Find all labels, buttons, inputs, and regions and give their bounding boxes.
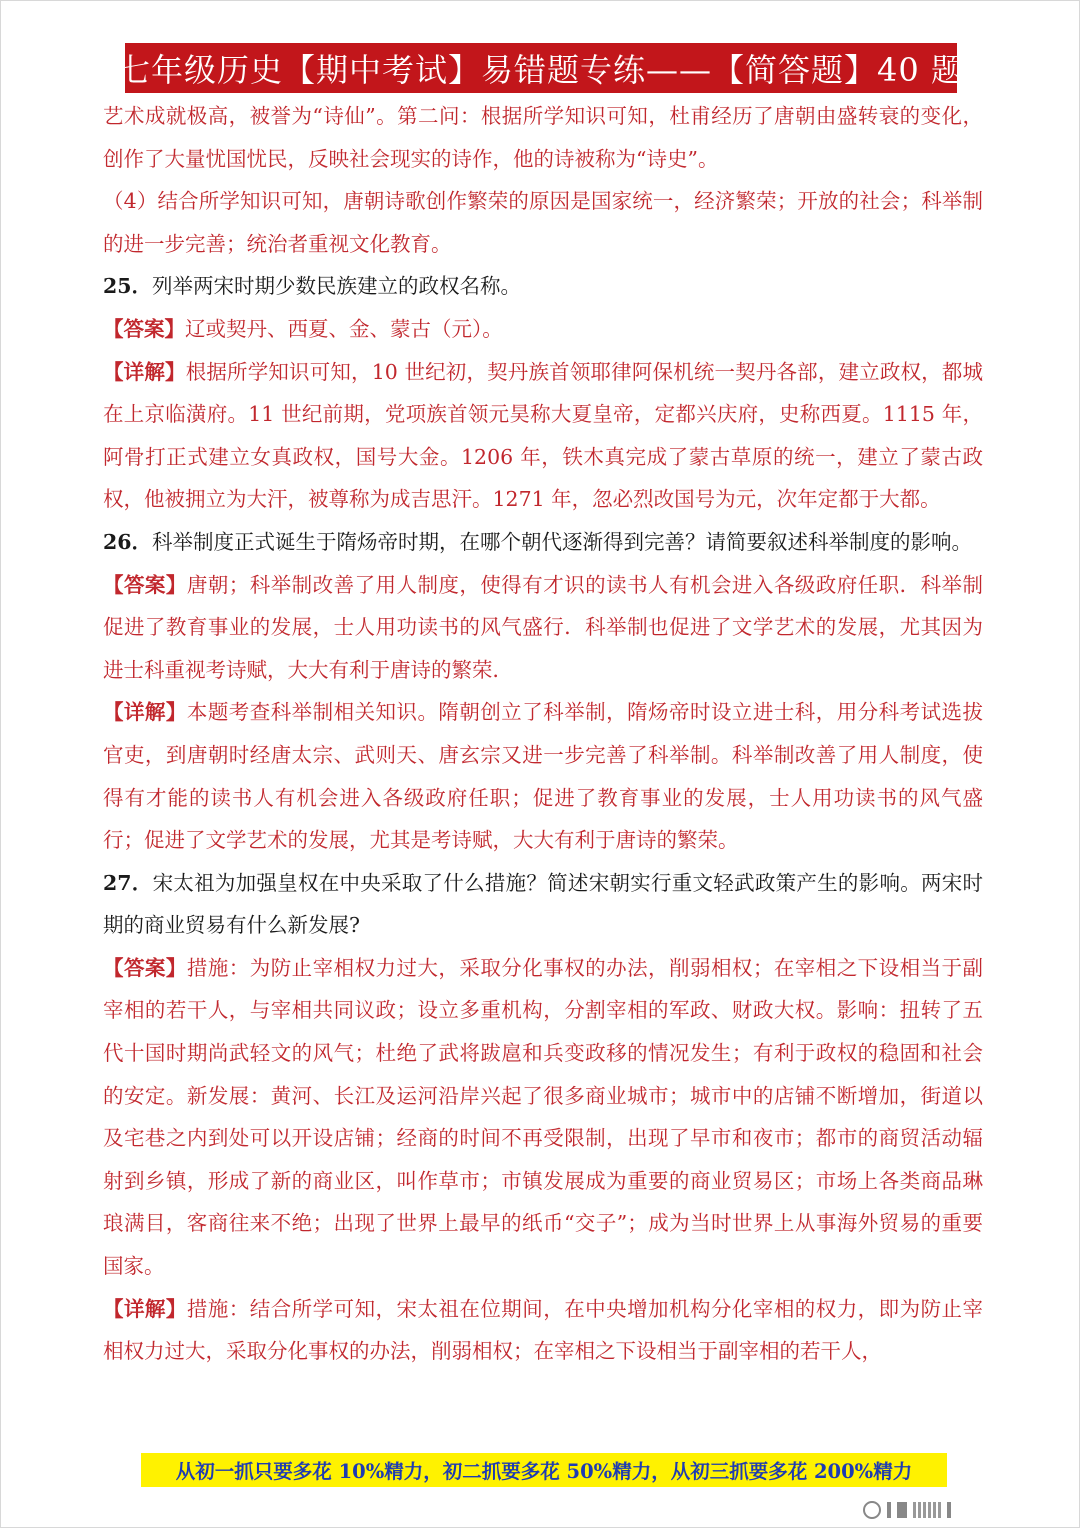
question-26 [103, 521, 983, 564]
page-title: 七年级历史【期中考试】易错题专练——【简答题】40 题 [125, 43, 957, 93]
detail-25 [103, 351, 983, 521]
answer-tag: 【答案】 [103, 316, 185, 341]
question-27 [103, 862, 983, 947]
detail-text: 措施：结合所学可知，宋太祖在位期间，在中央增加机构分化宰相的权力，即为防止宰相权力过大，采取分化事权的办法，削弱相权；在宰相之下设相当于副宰相的若干人， [103, 1296, 984, 1364]
detail-tag: 【详解】 [103, 700, 187, 725]
question-number: 27． [103, 870, 153, 895]
footer-banner: 从初一抓只要多花 10%精力，初二抓要多花 50%精力，从初三抓要多花 200%精力 [141, 1453, 947, 1487]
detail-text: 本题考查科举制相关知识。隋朝创立了科举制，隋炀帝时设立进士科，用分科考试选拔官吏，到唐朝时经唐太宗、武则天、唐玄宗又进一步完善了科举制。科举制改善了用人制度，使得有才能的读书人有机会进入各级政府任职；促进了教育事业的发展，士人用功读书的风气盛行；促进了文学艺术的发展，尤其是考诗赋，大大有利于唐诗的繁荣。 [103, 700, 984, 853]
answer-26 [103, 564, 983, 692]
question-text: 列举两宋时期少数民族建立的政权名称。 [152, 274, 522, 299]
answer-tag: 【答案】 [103, 572, 187, 597]
question-number: 25． [103, 274, 153, 299]
answer-tag: 【答案】 [103, 955, 187, 980]
paragraph-part-4: （4）结合所学知识可知，唐朝诗歌创作繁荣的原因是国家统一，经济繁荣；开放的社会；科举制的进一步完善；统治者重视文化教育。 [103, 189, 983, 256]
answer-text: 措施：为防止宰相权力过大，采取分化事权的办法，削弱相权；在宰相之下设相当于副宰相的若干人，与宰相共同议政；设立多重机构，分割宰相的军政、财政大权。影响：扭转了五代十国时期尚武轻文的风气；杜绝了武将跋扈和兵变政移的情况发生；有利于政权的稳固和社会的安定。新发展：黄河、长江及运河沿岸兴起了很多商业城市；城市中的店铺不断增加，街道以及宅巷之内到处可以开设店铺；经商的时间不再受限制，出现了早市和夜市；都市的商贸活动辐射到乡镇，形成了新的商业区，叫作草市；市镇发展成为重要的商业贸易区；市场上各类商品琳琅满目，客商往来不绝；出现了世界上最早的纸币“交子”；成为当时世界上从事海外贸易的重要国家。 [103, 955, 984, 1279]
question-number: 26． [103, 529, 153, 554]
question-25 [103, 265, 983, 308]
detail-26 [103, 691, 983, 861]
detail-27 [103, 1288, 983, 1373]
paragraph-continuation: 艺术成就极高，被誉为“诗仙”。第二问：根据所学知识可知，杜甫经历了唐朝由盛转衰的变化，创作了大量忧国忧民，反映社会现实的诗作，他的诗被称为“诗史”。 [103, 104, 983, 171]
answer-text: 唐朝；科举制改善了用人制度，使得有才识的读书人有机会进入各级政府任职．科举制促进了教育事业的发展，士人用功读书的风气盛行．科举制也促进了文学艺术的发展，尤其因为进士科重视考诗赋，大大有利于唐诗的繁荣． [103, 572, 984, 682]
answer-27 [103, 947, 983, 1288]
detail-tag: 【详解】 [103, 1296, 187, 1321]
detail-tag: 【详解】 [103, 359, 186, 384]
answer-text: 辽或契丹、西夏、金、蒙古（元）。 [185, 316, 503, 341]
answer-25 [103, 308, 983, 351]
detail-text: 根据所学知识可知，10 世纪初，契丹族首领耶律阿保机统一契丹各部，建立政权，都城在上京临潢府。11 世纪前期，党项族首领元昊称大夏皇帝，定都兴庆府，史称西夏。1115 年，阿骨打正式建立女真政权，国号大金。1206 年，铁木真完成了蒙古草原的统一，建立了蒙古政权，他被拥立为大汗，被尊称为成吉思汗。1271 年，忽必烈改国号为元，次年定都于大都。 [103, 359, 984, 512]
question-text: 宋太祖为加强皇权在中央采取了什么措施？简述宋朝实行重文轻武政策产生的影响。两宋时期的商业贸易有什么新发展? [103, 870, 984, 938]
watermark-logo-icon [863, 1499, 951, 1521]
question-text: 科举制度正式诞生于隋炀帝时期，在哪个朝代逐渐得到完善？请简要叙述科举制度的影响。 [152, 529, 973, 554]
document-body [103, 95, 983, 1373]
